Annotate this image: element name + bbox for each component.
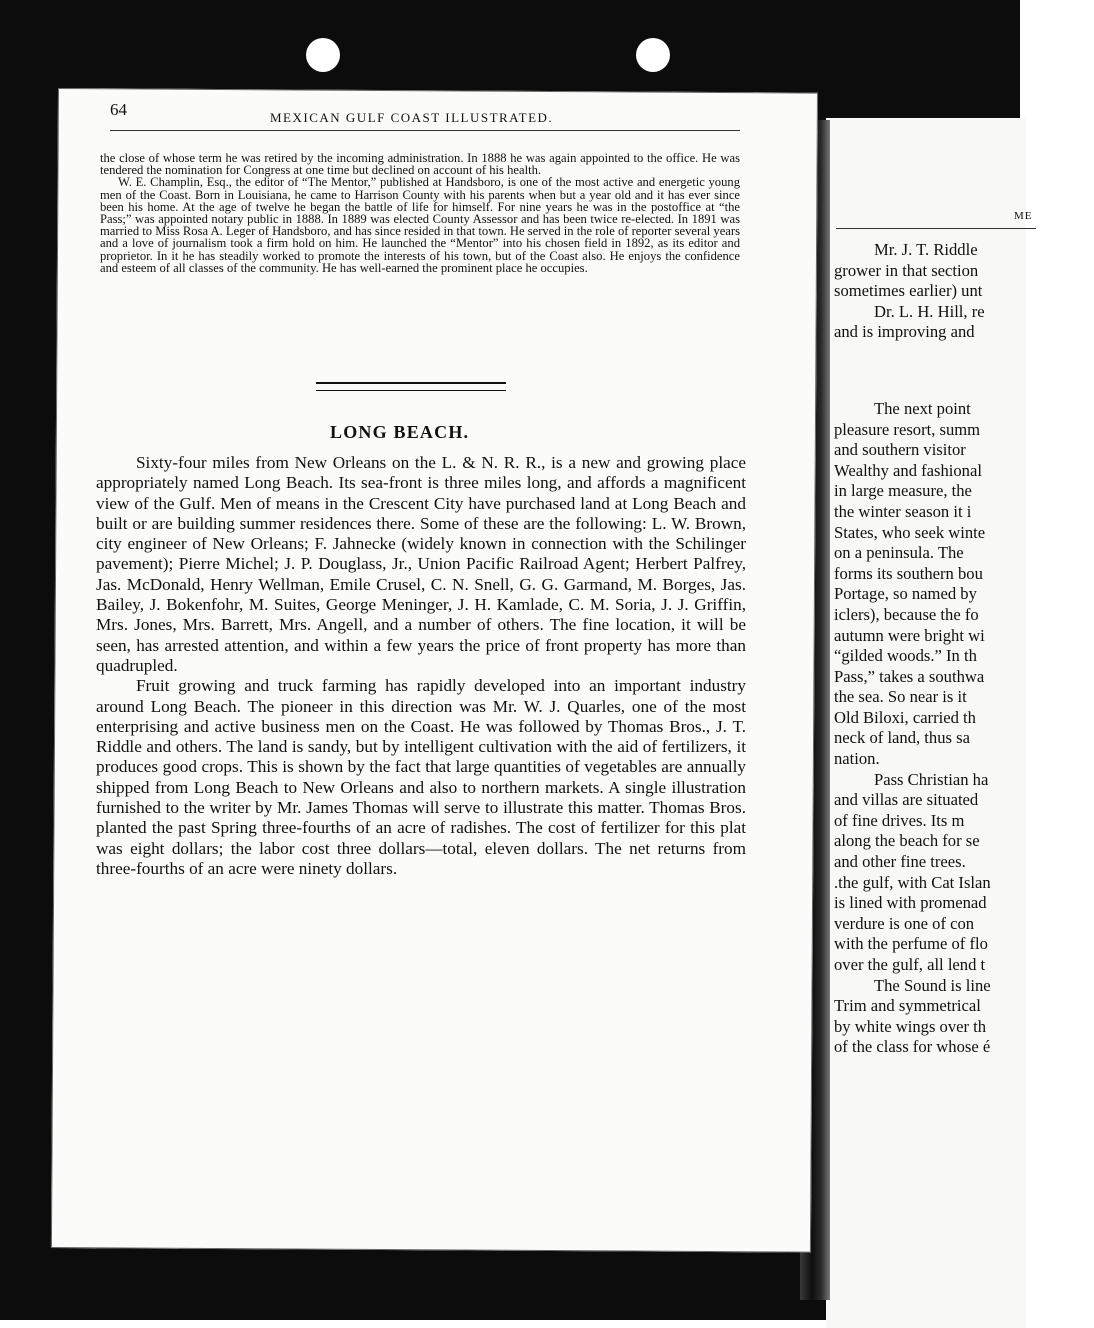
biography-block [100, 152, 740, 274]
right-page-line: pleasure resort, summ [834, 419, 981, 439]
right-page-gap [834, 343, 1094, 399]
right-page-line: .the gulf, with Cat Islan [834, 872, 991, 892]
right-page-line: sometimes earlier) unt [834, 281, 983, 301]
article-paragraph: Sixty-four miles from New Orleans on the L. & N. R. R., is a new and growing place appropriately named Long Beach. Its sea-front is three miles long, and affords a magnificent view of the Gulf. Men of means in the Crescent City have purchased land at Long Beach and built or are building summer residences there. Some of these are the following: L. W. Brown, city engineer of New Orleans; F. Jahnecke (widely known in connection with the Schilinger pavement); Pierre Michel; J. P. Douglass, Jr., Union Pacific Railroad Agent; Herbert Palfrey, Jas. McDonald, Henry Wellman, Emile Crusel, C. N. Snell, G. G. Garmand, M. Borges, Jas. Bailey, J. Bokenfohr, M. Suites, George Meninger, J. H. Kamlade, C. M. Soria, J. J. Griffin, Mrs. Jones, Mrs. Barrett, Mrs. Angell, and a number of others. The fine location, it will be seen, has arrested attention, and within a few years the price of front property has more than quadrupled. [96, 453, 746, 675]
right-page-running-head: ME [1014, 210, 1033, 222]
right-page-line: neck of land, thus sa [834, 728, 970, 748]
biography-paragraph: W. E. Champlin, Esq., the editor of “The Mentor,” published at Handsboro, is one of the most active and energetic young men of the Coast. Born in Louisiana, he came to Harrison County with his parents when but a year old and it has ever since been his home. At the age of twelve he began the battle of life for himself. For nine years he was in the postoffice at “the Pass;” was appointed notary public in 1888. In 1889 was elected County Assessor and has been twice re-elected. In 1891 was married to Miss Rosa A. Leger of Handsboro, and has since resided in that town. He served in the role of reporter several years and a love of journalism took a firm hold on him. He launched the “Mentor” into his chosen field in 1892, as its editor and proprietor. In it he has steadily worked to promote the interests of his town, but of the Coast also. He enjoys the confidence and esteem of all classes of the community. He has well-earned the prominent place he occupies. [100, 175, 740, 275]
right-page-line: on a peninsula. The [834, 543, 964, 563]
section-divider [316, 382, 506, 391]
right-page-line: and southern visitor [834, 440, 966, 460]
punch-hole-right [636, 38, 670, 72]
article-paragraph: Fruit growing and truck farming has rapidly developed into an important industry around Long Beach. The pioneer in this direction was Mr. W. J. Quarles, one of the most enterprising and active business men on the Coast. He was followed by Thomas Bros., J. T. Riddle and others. The land is sandy, but by intelligent cultivation with the aid of fertilizers, it produces good crops. This is shown by the fact that large quantities of vegetables are annually shipped from Long Beach to New Orleans and also to northern markets. A single illustration furnished to the writer by Mr. James Thomas will serve to illustrate this matter. Thomas Bros. planted the past Spring three-fourths of an acre of radishes. The cost of fertilizer for this plat was eight dollars; the labor cost three dollars—total, eleven dollars. The net returns from three-fourths of an acre were ninety dollars. [96, 676, 746, 878]
right-page-line: Pass Christian ha [874, 769, 989, 789]
right-page-line: The Sound is line [874, 975, 991, 995]
right-page-line: nation. [834, 749, 880, 769]
article-body [96, 453, 746, 879]
right-page-line: autumn were bright wi [834, 625, 985, 645]
section-title: LONG BEACH. [330, 422, 470, 442]
right-page-line: grower in that section [834, 260, 979, 280]
page-number: 64 [110, 100, 127, 119]
running-head: MEXICAN GULF COAST ILLUSTRATED. [270, 110, 554, 125]
right-page-line: Portage, so named by [834, 584, 977, 604]
header-rule [110, 130, 740, 131]
right-page-line: States, who seek winte [834, 522, 986, 542]
right-page-rule [836, 228, 1036, 229]
right-page-line: Old Biloxi, carried th [834, 707, 976, 727]
right-page-line: along the beach for se [834, 831, 980, 851]
right-page-line: Dr. L. H. Hill, re [874, 301, 985, 321]
right-page [826, 118, 1033, 1328]
right-page-line: iclers), because the fo [834, 604, 979, 624]
right-page-text [834, 240, 1094, 1058]
right-page-line: “gilded woods.” In th [834, 646, 977, 666]
right-page-line: Trim and symmetrical [834, 996, 981, 1016]
right-page-line: of the class for whose é [834, 1037, 991, 1057]
right-page-line: the sea. So near is it [834, 687, 967, 707]
punch-hole-left [306, 38, 340, 72]
right-page-line: forms its southern bou [834, 563, 983, 583]
right-page-line: and other fine trees. [834, 852, 966, 872]
right-page-line: over the gulf, all lend t [834, 955, 986, 974]
right-page-line: Mr. J. T. Riddle [874, 240, 978, 259]
right-page-line: in large measure, the [834, 481, 972, 501]
right-page-line: by white wings over th [834, 1016, 987, 1036]
right-page-line: and is improving and [834, 322, 975, 342]
right-page-line: Wealthy and fashional [834, 460, 982, 480]
right-page-line: The next point [874, 398, 971, 418]
right-page-line: with the perfume of flo [834, 934, 988, 954]
right-page-line: the winter season it i [834, 501, 972, 521]
right-page-line: verdure is one of con [834, 913, 975, 933]
right-page-line: and villas are situated [834, 790, 979, 810]
right-page-line: of fine drives. Its m [834, 810, 965, 830]
right-page-line: is lined with promenad [834, 893, 987, 913]
right-page-line: Pass,” takes a southwa [834, 666, 985, 686]
biography-paragraph: the close of whose term he was retired by the incoming administration. In 1888 he was again appointed to the office. He was tendered the nomination for Congress at one time but declined on account of his health. [100, 151, 740, 178]
